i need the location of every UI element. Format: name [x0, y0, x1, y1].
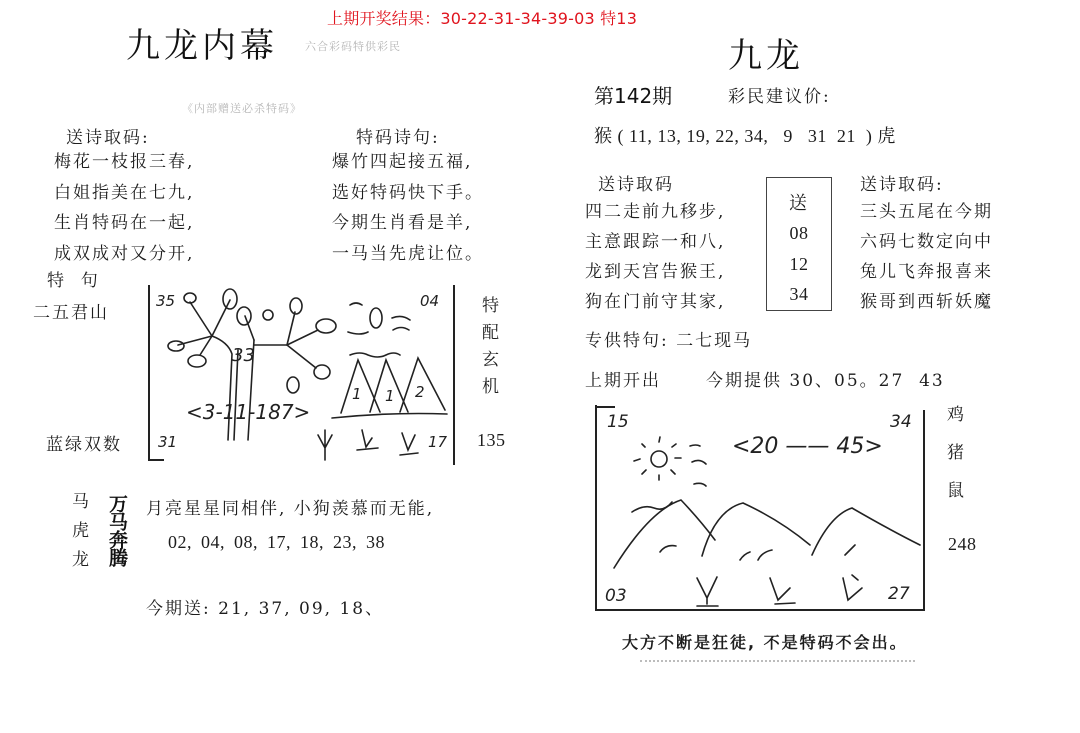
- idiom-vertical: 万马奔腾: [106, 494, 128, 566]
- right-poem-right-line: 三头五尾在今期: [860, 202, 993, 222]
- footer-verse: 大方不断是狂徒, 不是特码不会出。: [622, 633, 908, 652]
- right-puzzle-side-number: 248: [948, 534, 977, 554]
- left-page-caption: 《内部赠送必杀特码》: [182, 102, 302, 115]
- right-poem-right-heading: 送诗取码:: [860, 175, 944, 195]
- poem1-line: 成双成对又分开,: [54, 243, 195, 264]
- special-phrase-label: 特 句: [47, 271, 100, 291]
- footer-faint-line: [640, 660, 915, 662]
- right-puzzle-corner-top-right: 34: [890, 412, 912, 432]
- zodiac-vertical: 马虎龙: [68, 492, 88, 579]
- last-issue-label: 上期开出: [585, 371, 661, 391]
- poem1-line: 生肖特码在一起,: [54, 213, 195, 233]
- poem2-heading: 特码诗句:: [356, 128, 440, 148]
- poem2-line: 一马当先虎让位。: [332, 243, 484, 264]
- left-page-subtitle: 六合彩码特供彩民: [305, 40, 401, 53]
- today-provide: 今期提供 30、05。27 43: [706, 371, 945, 391]
- right-puzzle-corner-bottom-right: 27: [888, 584, 910, 604]
- right-poem-left-line: 龙到天宫告猴王,: [585, 262, 726, 282]
- puzzle-corner-top-left: 35: [156, 292, 176, 310]
- poem2-line: 今期生肖看是羊,: [332, 213, 473, 233]
- poem2-line: 选好特码快下手。: [332, 182, 484, 203]
- today-send-line: 今期送: 21, 37, 09, 18、: [146, 599, 385, 619]
- puzzle-left-label-top: 二五君山: [33, 303, 109, 323]
- send-box-number: 08: [789, 223, 809, 243]
- poem1-line: 梅花一枝报三春,: [54, 152, 195, 172]
- right-poem-left-line: 四二走前九移步,: [585, 202, 726, 222]
- right-page-title: 九龙: [728, 36, 804, 76]
- puzzle-center-expression: <3-11-187>: [186, 400, 311, 424]
- side-label-pig: 猪: [943, 443, 963, 481]
- right-puzzle-corner-top-left: 15: [607, 412, 629, 432]
- side-label-rat: 鼠: [943, 481, 963, 519]
- poem1-heading: 送诗取码:: [66, 128, 150, 148]
- right-poem-left-line: 主意跟踪一和八,: [585, 232, 726, 252]
- last-draw-result-banner: 上期开奖结果：30-22-31-34-39-03 特13: [327, 9, 638, 28]
- mountain-number: 1: [352, 385, 362, 403]
- send-box-number: 34: [789, 284, 809, 304]
- send-box-title: 送: [789, 193, 809, 214]
- right-poem-right-line: 兔儿飞奔报喜来: [860, 262, 993, 282]
- poem2-line: 爆竹四起接五福,: [332, 152, 473, 172]
- verse-line: 月亮星星同相伴, 小狗羡慕而无能,: [146, 499, 435, 519]
- puzzle-left-label-bottom: 蓝绿双数: [46, 435, 122, 455]
- left-page-title: 九龙内幕: [126, 26, 278, 66]
- numbers-line: 02, 04, 08, 17, 18, 23, 38: [168, 532, 385, 552]
- side-label-rooster: 鸡: [943, 405, 963, 443]
- right-poem-right-line: 猴哥到西斩妖魔: [860, 292, 993, 312]
- puzzle-right-vertical-label: 特配玄机: [478, 296, 498, 404]
- right-poem-left-heading: 送诗取码: [598, 175, 674, 195]
- right-poem-right-line: 六码七数定向中: [860, 232, 993, 252]
- puzzle-corner-bottom-left: 31: [158, 433, 178, 451]
- mountain-number: 1: [385, 387, 395, 405]
- right-puzzle-side-labels: [941, 405, 965, 519]
- puzzle-tree-number: 33: [232, 345, 255, 366]
- special-phrase: 专供特句: 二七现马: [585, 331, 753, 351]
- suggest-line: 猴 ( 11, 13, 19, 22, 34, 9 31 21 ) 虎: [594, 126, 896, 146]
- right-puzzle-corner-bottom-left: 03: [605, 586, 627, 606]
- puzzle-corner-bottom-right: 17: [428, 433, 448, 451]
- issue-number: 第142期: [594, 84, 673, 108]
- suggest-label: 彩民建议价:: [728, 87, 831, 107]
- mountain-number: 2: [415, 383, 425, 401]
- send-box-number: 12: [789, 254, 809, 274]
- puzzle-right-number: 135: [477, 430, 506, 450]
- right-puzzle-center-expression: <20 —— 45>: [732, 434, 883, 459]
- poem1-line: 白姐指美在七九,: [54, 182, 195, 203]
- right-poem-left-line: 狗在门前守其家,: [585, 292, 726, 312]
- puzzle-corner-top-right: 04: [420, 292, 440, 310]
